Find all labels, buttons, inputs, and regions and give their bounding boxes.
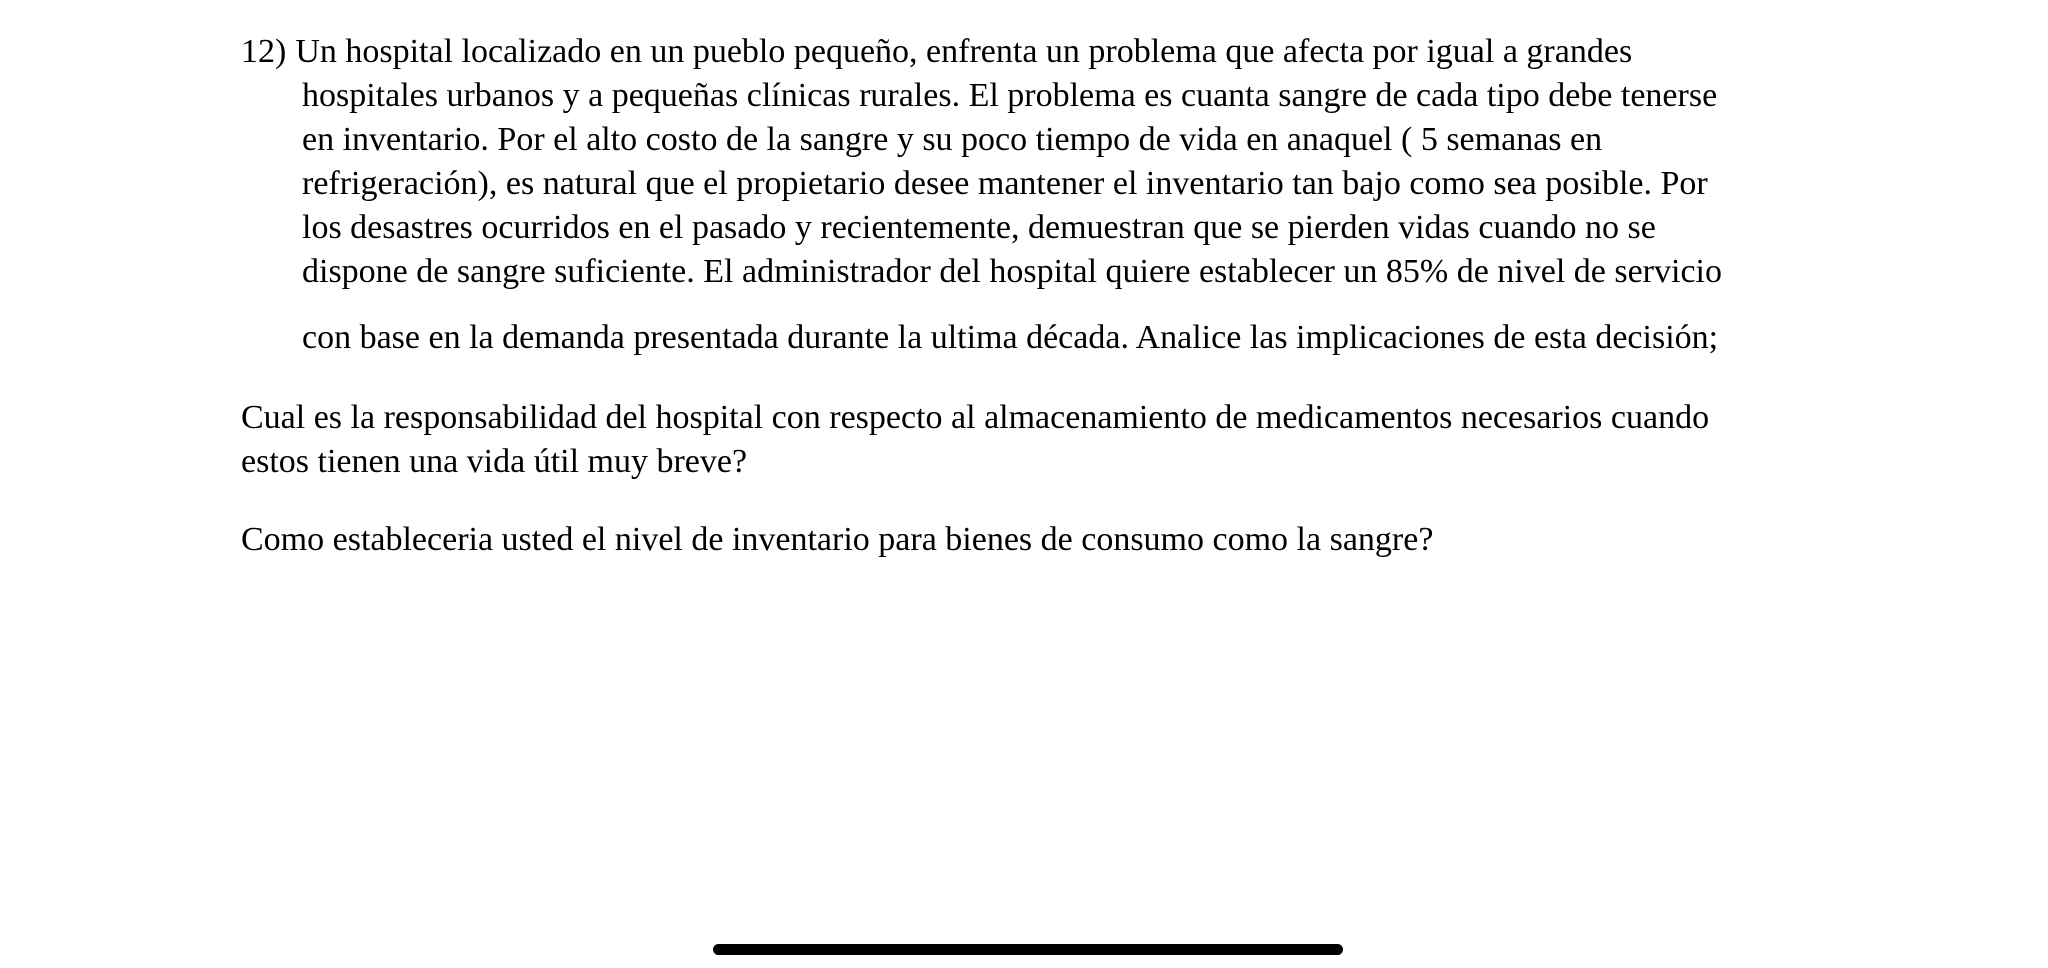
sub-question-1-line-1: Cual es la responsabilidad del hospital con respecto al almacenamiento de medicamentos necesarios cuando (241, 399, 1710, 436)
question-line-5: los desastres ocurridos en el pasado y recientemente, demuestran que se pierden vidas cuando no se (302, 209, 1656, 246)
sub-question-1-line-2: estos tienen una vida útil muy breve? (241, 443, 748, 480)
question-line-7: con base en la demanda presentada durante la ultima década. Analice las implicaciones de esta decisión; (302, 319, 1719, 356)
question-line-6: dispone de sangre suficiente. El administrador del hospital quiere establecer un 85% de nivel de servicio (302, 253, 1722, 290)
question-number: 12) (241, 33, 287, 70)
sub-question-2-line-1: Como estableceria usted el nivel de inventario para bienes de consumo como la sangre? (241, 521, 1434, 558)
question-line-2: hospitales urbanos y a pequeñas clínicas rurales. El problema es cuanta sangre de cada tipo debe tenerse (302, 77, 1718, 114)
question-line-1 (241, 30, 1632, 74)
question-line-3: en inventario. Por el alto costo de la sangre y su poco tiempo de vida en anaquel ( 5 semanas en (302, 121, 1603, 158)
home-indicator[interactable] (713, 944, 1343, 955)
question-text: Un hospital localizado en un pueblo pequeño, enfrenta un problema que afecta por igual a grandes (295, 33, 1633, 70)
question-line-4: refrigeración), es natural que el propietario desee mantener el inventario tan bajo como sea posible. Por (302, 165, 1708, 202)
